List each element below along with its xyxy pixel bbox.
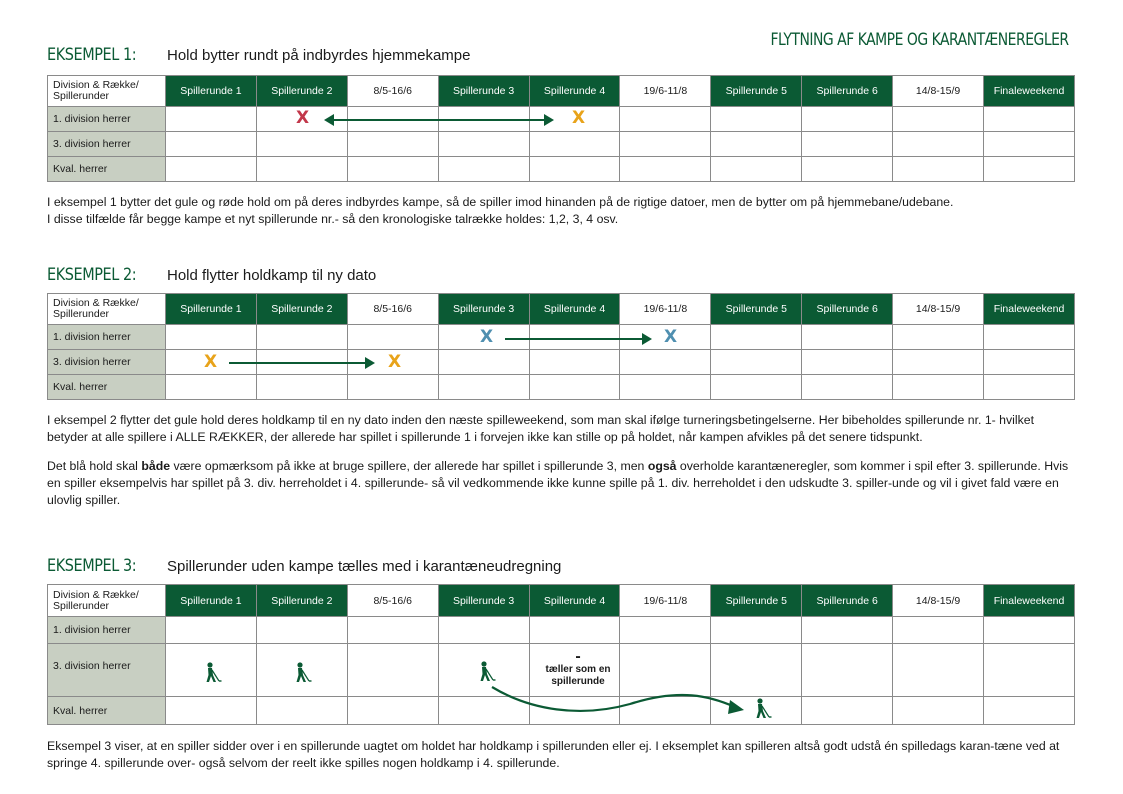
table-row <box>48 617 1075 644</box>
col-header: Finaleweekend <box>984 76 1075 107</box>
table-row <box>48 375 1075 400</box>
row-label: 1. division herrer <box>48 107 166 132</box>
row-label: 3. division herrer <box>48 350 166 375</box>
table-row <box>48 350 1075 375</box>
golf-player-icon <box>202 662 224 684</box>
col-header: Spillerunde 6 <box>802 76 893 107</box>
row-label: 1. division herrer <box>48 617 166 644</box>
col-header: Spillerunde 3 <box>438 294 529 325</box>
note-dash: - <box>575 648 581 665</box>
example2-paragraph: I eksempel 2 flytter det gule hold deres holdkamp til en ny dato inden den næste spilleweekend, som man skal ifølge turneringsbetingelserne. Her bibeholdes spillerunde nr. 1- hvilket betyder at alle spillere i ALLE RÆKKER, der allerede har spillet i spillerunde 1 i forvejen ikke kan stille op på holdet, når kampen afvikles på det senere tidspunkt. <box>47 413 1035 444</box>
document-title: FLYTNING AF KAMPE OG KARANTÆNEREGLER <box>770 30 1069 50</box>
col-header: Spillerunde 5 <box>711 585 802 617</box>
example3-paragraph: Eksempel 3 viser, at en spiller sidder over i en spillerunde uagtet om holdet har holdkamp i spillerunden eller ej. I eksemplet kan spilleren altså godt udstå én spilledags karan-tæne ved at springe 4. spillerunde over- også selvom der reelt ikke spilles nogen holdkamp i 4. spillerunde. <box>47 739 1060 770</box>
col-header: Spillerunde 5 <box>711 294 802 325</box>
example2-text <box>47 412 1077 517</box>
col-header: 19/6-11/8 <box>620 585 711 617</box>
example3-subtitle: Spillerunder uden kampe tælles med i karantæneudregning <box>167 558 562 575</box>
golf-player-icon <box>292 662 314 684</box>
example3-text <box>47 738 1077 772</box>
row-label: Kval. herrer <box>48 697 166 725</box>
col-header: Spillerunde 4 <box>529 76 620 107</box>
header-label-cell: Division & Række/ Spillerunder <box>48 585 166 617</box>
table-row <box>48 157 1075 182</box>
col-header: Spillerunde 1 <box>166 294 257 325</box>
table-row <box>48 107 1075 132</box>
example1-label: EKSEMPEL 1: <box>47 45 137 65</box>
table-row <box>48 325 1075 350</box>
col-header: 19/6-11/8 <box>620 294 711 325</box>
col-header: Finaleweekend <box>984 585 1075 617</box>
col-header: 14/8-15/9 <box>893 76 984 107</box>
example1-table <box>47 75 1075 182</box>
col-header: Spillerunde 3 <box>438 76 529 107</box>
row-label: Kval. herrer <box>48 375 166 400</box>
header-label-cell: Division & Række/ Spillerunder <box>48 76 166 107</box>
yellow-team-mark: X <box>572 108 586 128</box>
row-label: 1. division herrer <box>48 325 166 350</box>
col-header: Spillerunde 5 <box>711 76 802 107</box>
row-label: Kval. herrer <box>48 157 166 182</box>
col-header: Spillerunde 1 <box>166 585 257 617</box>
table-header-row <box>48 294 1075 325</box>
example2-paragraph: Det blå hold skal både være opmærksom på ikke at bruge spillere, der allerede har spillet i spillerunde 3, men også overholde karantæneregler, som kommer i spil efter 3. spillerunde. Hvis en spiller eksempelvis har spillet på 3. div. herreholdet i 4. spillerunde- så vil vedkommende ikke kunne spille på 1. div. herreholdet i den udskudte 3. spiller-unde og vil i givet fald være en ulovlig spiller. <box>47 459 1069 507</box>
col-header: 8/5-16/6 <box>347 76 438 107</box>
golf-player-icon <box>752 698 774 720</box>
blue-team-mark: X <box>480 327 494 347</box>
table-row <box>48 132 1075 157</box>
example2-table <box>47 293 1075 400</box>
col-header: Spillerunde 2 <box>256 585 347 617</box>
col-header: Finaleweekend <box>984 294 1075 325</box>
col-header: 14/8-15/9 <box>893 294 984 325</box>
red-team-mark: X <box>296 108 310 128</box>
example1-text <box>47 194 1077 228</box>
note-text: tæller som en spillerunde <box>545 664 611 687</box>
yellow-team-mark: X <box>204 352 218 372</box>
col-header: Spillerunde 2 <box>256 76 347 107</box>
col-header: Spillerunde 2 <box>256 294 347 325</box>
col-header: 19/6-11/8 <box>620 76 711 107</box>
example2-subtitle: Hold flytter holdkamp til ny dato <box>167 267 377 284</box>
col-header: Spillerunde 6 <box>802 585 893 617</box>
example1-paragraph: I eksempel 1 bytter det gule og røde hold om på deres indbyrdes kampe, så de spiller imod hinanden på de rigtige datoer, men de bytter om på hjemmebane/udebane. <box>47 195 954 209</box>
col-header: 8/5-16/6 <box>347 294 438 325</box>
example3-label: EKSEMPEL 3: <box>47 556 137 576</box>
col-header: Spillerunde 3 <box>438 585 529 617</box>
col-header: Spillerunde 4 <box>529 294 620 325</box>
col-header: 8/5-16/6 <box>347 585 438 617</box>
col-header: 14/8-15/9 <box>893 585 984 617</box>
blue-team-mark: X <box>664 327 678 347</box>
table-header-row <box>48 585 1075 617</box>
yellow-team-mark: X <box>388 352 402 372</box>
move-arrow <box>229 362 373 364</box>
table-header-row <box>48 76 1075 107</box>
example2-label: EKSEMPEL 2: <box>47 265 137 285</box>
col-header: Spillerunde 1 <box>166 76 257 107</box>
col-header: Spillerunde 6 <box>802 294 893 325</box>
skip-round-note <box>536 650 620 688</box>
move-arrow <box>505 338 650 340</box>
example1-paragraph: I disse tilfælde får begge kampe et nyt spillerunde nr.- så den kronologiske talrække holdes: 1,2, 3, 4 osv. <box>47 212 619 226</box>
row-label: 3. division herrer <box>48 644 166 697</box>
header-label-cell: Division & Række/ Spillerunder <box>48 294 166 325</box>
col-header: Spillerunde 4 <box>529 585 620 617</box>
row-label: 3. division herrer <box>48 132 166 157</box>
swap-arrow <box>326 119 552 121</box>
example1-subtitle: Hold bytter rundt på indbyrdes hjemmekampe <box>167 47 471 64</box>
